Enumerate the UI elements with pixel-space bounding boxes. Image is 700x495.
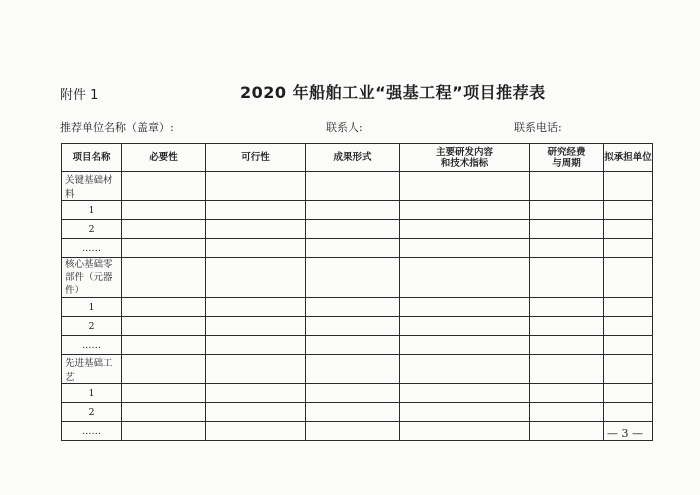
table-cell[interactable] bbox=[400, 422, 530, 441]
table-cell[interactable] bbox=[206, 384, 306, 403]
table-cell[interactable] bbox=[400, 239, 530, 258]
table-cell[interactable] bbox=[206, 355, 306, 384]
table-cell[interactable] bbox=[400, 220, 530, 239]
table-cell[interactable] bbox=[306, 258, 400, 298]
table-cell[interactable] bbox=[122, 258, 206, 298]
table-cell[interactable] bbox=[530, 403, 604, 422]
table-cell[interactable] bbox=[604, 336, 653, 355]
contact-phone-label: 联系电话: bbox=[514, 121, 562, 134]
row-index: 2 bbox=[62, 403, 122, 422]
table-row bbox=[62, 422, 653, 441]
table-cell[interactable] bbox=[400, 336, 530, 355]
table-row bbox=[62, 298, 653, 317]
table-cell[interactable] bbox=[206, 403, 306, 422]
header-funding-period bbox=[530, 144, 604, 172]
table-cell[interactable] bbox=[530, 422, 604, 441]
table-cell[interactable] bbox=[306, 172, 400, 201]
table-row bbox=[62, 201, 653, 220]
table-cell[interactable] bbox=[530, 239, 604, 258]
table-cell[interactable] bbox=[400, 317, 530, 336]
table-cell[interactable] bbox=[604, 298, 653, 317]
table-cell[interactable] bbox=[306, 201, 400, 220]
table-cell[interactable] bbox=[122, 172, 206, 201]
row-index: 2 bbox=[62, 220, 122, 239]
table-cell[interactable] bbox=[122, 220, 206, 239]
table-cell[interactable] bbox=[604, 258, 653, 298]
table-cell[interactable] bbox=[306, 298, 400, 317]
row-category-core-components: 核心基础零部件（元器件） bbox=[62, 258, 122, 298]
table-cell[interactable] bbox=[306, 317, 400, 336]
project-recommendation-table bbox=[61, 143, 653, 441]
table-header-row bbox=[62, 144, 653, 172]
table-cell[interactable] bbox=[604, 201, 653, 220]
table-cell[interactable] bbox=[400, 403, 530, 422]
row-ellipsis: …… bbox=[62, 422, 122, 441]
page-number: — 3 — bbox=[607, 427, 643, 440]
table-cell[interactable] bbox=[604, 220, 653, 239]
document-title: 2020 年船舶工业“强基工程”项目推荐表 bbox=[240, 83, 546, 102]
table-cell[interactable] bbox=[206, 258, 306, 298]
table-cell[interactable] bbox=[400, 298, 530, 317]
table-cell[interactable] bbox=[206, 239, 306, 258]
table-cell[interactable] bbox=[122, 336, 206, 355]
table-cell[interactable] bbox=[122, 384, 206, 403]
row-category-basic-materials: 关键基础材料 bbox=[62, 172, 122, 201]
table-row bbox=[62, 355, 653, 384]
table-cell[interactable] bbox=[400, 384, 530, 403]
recommending-unit-label: 推荐单位名称（盖章）: bbox=[60, 121, 174, 134]
table-row bbox=[62, 317, 653, 336]
row-index: 1 bbox=[62, 201, 122, 220]
table-row bbox=[62, 336, 653, 355]
header-funding-period-line2: 与周期 bbox=[552, 157, 581, 169]
table-cell[interactable] bbox=[306, 422, 400, 441]
table-cell[interactable] bbox=[122, 355, 206, 384]
table-cell[interactable] bbox=[306, 239, 400, 258]
table-cell[interactable] bbox=[530, 220, 604, 239]
table-cell[interactable] bbox=[604, 355, 653, 384]
table-cell[interactable] bbox=[306, 355, 400, 384]
row-category-basic-processes: 先进基础工艺 bbox=[62, 355, 122, 384]
header-necessity: 必要性 bbox=[122, 144, 206, 172]
table-cell[interactable] bbox=[604, 403, 653, 422]
table-cell[interactable] bbox=[206, 317, 306, 336]
header-undertaking-unit: 拟承担单位 bbox=[604, 144, 653, 172]
attachment-label: 附件 1 bbox=[60, 88, 99, 103]
table-cell[interactable] bbox=[122, 239, 206, 258]
table-cell[interactable] bbox=[206, 201, 306, 220]
table-cell[interactable] bbox=[400, 355, 530, 384]
table-row bbox=[62, 220, 653, 239]
table-cell[interactable] bbox=[122, 422, 206, 441]
row-index: 1 bbox=[62, 298, 122, 317]
header-research-content bbox=[400, 144, 530, 172]
table-row bbox=[62, 384, 653, 403]
header-funding-period-line1: 研究经费 bbox=[547, 146, 586, 158]
table-cell[interactable] bbox=[206, 220, 306, 239]
table-cell[interactable] bbox=[530, 384, 604, 403]
header-project-name: 项目名称 bbox=[62, 144, 122, 172]
header-research-content-line1: 主要研发内容 bbox=[435, 146, 493, 158]
contact-person-label: 联系人: bbox=[326, 121, 363, 134]
table-cell[interactable] bbox=[530, 172, 604, 201]
table-cell[interactable] bbox=[122, 298, 206, 317]
table-cell[interactable] bbox=[604, 317, 653, 336]
table-cell[interactable] bbox=[122, 403, 206, 422]
table-cell[interactable] bbox=[306, 384, 400, 403]
table-row bbox=[62, 239, 653, 258]
row-index: 1 bbox=[62, 384, 122, 403]
header-deliverable-form: 成果形式 bbox=[306, 144, 400, 172]
table-cell[interactable] bbox=[206, 336, 306, 355]
table-cell[interactable] bbox=[604, 384, 653, 403]
table-cell[interactable] bbox=[604, 172, 653, 201]
table-cell[interactable] bbox=[306, 403, 400, 422]
table-cell[interactable] bbox=[400, 172, 530, 201]
table-cell[interactable] bbox=[306, 220, 400, 239]
table-row bbox=[62, 403, 653, 422]
table-cell[interactable] bbox=[604, 239, 653, 258]
table-cell[interactable] bbox=[530, 355, 604, 384]
row-ellipsis: …… bbox=[62, 239, 122, 258]
table-cell[interactable] bbox=[306, 336, 400, 355]
table-cell[interactable] bbox=[206, 172, 306, 201]
header-feasibility: 可行性 bbox=[206, 144, 306, 172]
header-research-content-line2: 和技术指标 bbox=[440, 157, 489, 169]
table-row bbox=[62, 172, 653, 201]
table-row bbox=[62, 258, 653, 298]
table-cell[interactable] bbox=[122, 317, 206, 336]
table-cell[interactable] bbox=[122, 201, 206, 220]
table-cell[interactable] bbox=[530, 298, 604, 317]
table-cell[interactable] bbox=[530, 336, 604, 355]
row-index: 2 bbox=[62, 317, 122, 336]
table-cell[interactable] bbox=[206, 422, 306, 441]
table-cell[interactable] bbox=[530, 258, 604, 298]
table-cell[interactable] bbox=[530, 317, 604, 336]
row-ellipsis: …… bbox=[62, 336, 122, 355]
table-cell[interactable] bbox=[400, 201, 530, 220]
table-cell[interactable] bbox=[400, 258, 530, 298]
table-cell[interactable] bbox=[530, 201, 604, 220]
table-cell[interactable] bbox=[206, 298, 306, 317]
